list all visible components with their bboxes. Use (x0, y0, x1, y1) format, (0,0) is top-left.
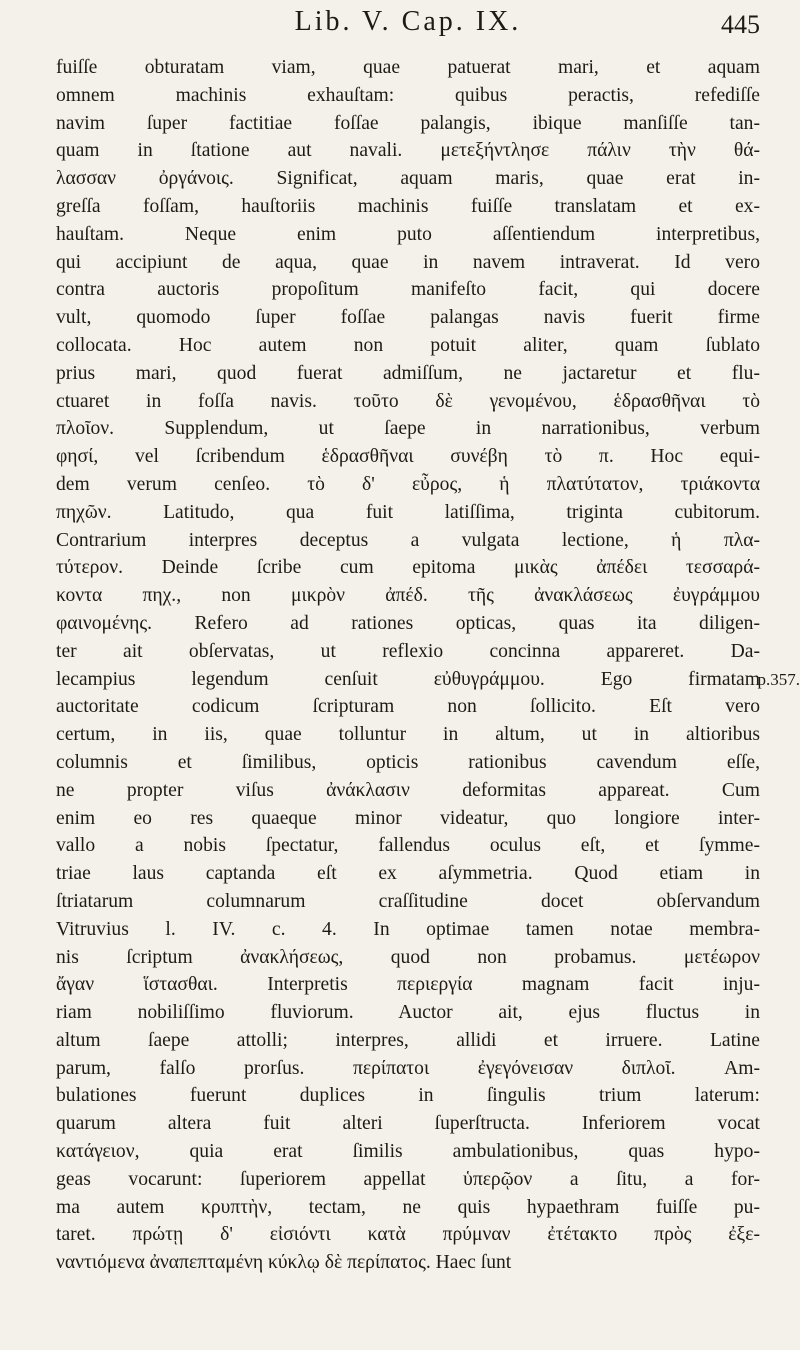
text-line-content: ναντιόμενα ἀναπεπταμένη κύκλῳ δὲ περίπατος. Haec ſunt (56, 1252, 512, 1274)
text-line (56, 388, 760, 416)
text-line (56, 332, 760, 360)
text-line (56, 916, 760, 944)
text-line (56, 860, 760, 888)
text-line (56, 415, 760, 443)
text-line (56, 638, 760, 666)
running-head (56, 0, 760, 52)
text-line-content: vallo a nobis ſpectatur, fallendus oculus eſt, et ſymme- (56, 835, 760, 857)
text-line (56, 610, 760, 638)
text-line (56, 1027, 760, 1055)
text-line-content: quam in ſtatione aut navali. μετεξήντλησε πάλιν τὴν θά- (56, 140, 760, 162)
text-line-content: dem verum cenſeo. τὸ δ' εὖρος, ἡ πλατύτατον, τριάκοντα (56, 473, 760, 495)
text-line-content: columnis et ſimilibus, opticis rationibus cavendum eſſe, (56, 751, 760, 773)
text-line-content: πηχῶν. Latitudo, qua fuit latiſſima, triginta cubitorum. (56, 501, 760, 523)
text-line-content: triae laus captanda eſt ex aſymmetria. Quod etiam in (56, 863, 760, 885)
text-line (56, 137, 760, 165)
text-line (56, 999, 760, 1027)
text-line (56, 888, 760, 916)
text-line-content: λασσαν ὀργάνοις. Significat, aquam maris, quae erat in- (56, 168, 760, 190)
text-line-content: ma autem κρυπτὴν, tectam, ne quis hypaethram fuiſſe pu- (56, 1196, 760, 1218)
text-line (56, 1166, 760, 1194)
text-line-content: geas vocarunt: ſuperiorem appellat ὑπερῷον a ſitu, a for- (56, 1168, 760, 1190)
text-line (56, 1194, 760, 1222)
text-line (56, 443, 760, 471)
text-line-content: κατάγειον, quia erat ſimilis ambulationibus, quas hypo- (56, 1141, 760, 1163)
text-line (56, 1249, 760, 1277)
text-line-content: lecampius legendum cenſuit εὐθυγράμμου. Ego firmatam (56, 668, 760, 690)
running-head-title: Lib. V. Cap. IX. (294, 6, 522, 37)
text-line-content: omnem machinis exhauſtam: quibus peractis, refediſſe (56, 84, 760, 106)
text-line-content: bulationes fuerunt duplices in ſingulis trium laterum: (56, 1085, 760, 1107)
text-line (56, 749, 760, 777)
text-line-content: ter ait obſervatas, ut reflexio concinna appareret. Da- (56, 640, 760, 662)
text-line (56, 777, 760, 805)
text-line-content: collocata. Hoc autem non potuit aliter, quam ſublato (56, 334, 760, 356)
text-line (56, 693, 760, 721)
text-line (56, 304, 760, 332)
text-line (56, 1110, 760, 1138)
text-line-content: navim ſuper factitiae foſſae palangis, ibique manſiſſe tan- (56, 112, 760, 134)
text-line-content: parum, falſo prorſus. περίπατοι ἐγεγόνεισαν διπλοῖ. Am- (56, 1057, 760, 1079)
text-line-content: φαινομένης. Refero ad rationes opticas, quas ita diligen- (56, 612, 760, 634)
text-line (56, 276, 760, 304)
text-line-content: ſtriatarum columnarum craſſitudine docet obſervandum (56, 890, 760, 912)
text-line-content: prius mari, quod fuerat admiſſum, ne jactaretur et flu- (56, 362, 760, 384)
text-line (56, 971, 760, 999)
text-line (56, 54, 760, 82)
text-line-content: greſſa foſſam, hauſtoriis machinis fuiſſe translatam et ex- (56, 195, 760, 217)
text-line (56, 554, 760, 582)
text-line (56, 582, 760, 610)
text-line (56, 666, 800, 694)
text-line (56, 110, 760, 138)
text-line-content: τύτερον. Deinde ſcribe cum epitoma μικὰς ἀπέδει τεσσαρά- (56, 557, 760, 579)
margin-page-reference: p.357. (757, 669, 800, 689)
text-line (56, 805, 760, 833)
page-number: 445 (721, 10, 760, 39)
text-line-content: πλοῖον. Supplendum, ut ſaepe in narrationibus, verbum (56, 418, 760, 440)
text-line (56, 360, 760, 388)
text-line-content: φησί, vel ſcribendum ἑδρασθῆναι συνέβη τὸ π. Hoc equi- (56, 446, 760, 468)
text-line (56, 1055, 760, 1083)
text-line-content: Contrarium interpres deceptus a vulgata lectione, ἡ πλα- (56, 529, 760, 551)
text-line-content: contra auctoris propoſitum manifeſto facit, qui docere (56, 279, 760, 301)
text-line (56, 499, 760, 527)
text-line-content: fuiſſe obturatam viam, quae patuerat mari, et aquam (56, 57, 760, 78)
text-line (56, 193, 760, 221)
text-line (56, 82, 760, 110)
text-line-content: hauſtam. Neque enim puto aſſentiendum interpretibus, (56, 223, 760, 245)
text-line-content: quarum altera fuit alteri ſuperſtructa. Inferiorem vocat (56, 1113, 760, 1135)
text-line-content: qui accipiunt de aqua, quae in navem intraverat. Id vero (56, 251, 760, 273)
text-line (56, 165, 760, 193)
text-line-content: riam nobiliſſimo fluviorum. Auctor ait, ejus fluctus in (56, 1002, 760, 1024)
text-line (56, 832, 760, 860)
text-line-content: taret. πρώτῃ δ' εἰσιόντι κατὰ πρύμναν ἐτέτακτο πρὸς ἐξε- (56, 1224, 760, 1246)
commentary-text (56, 54, 800, 1277)
text-line-content: nis ſcriptum ἀνακλήσεως, quod non probamus. μετέωρον (56, 946, 760, 968)
text-line (56, 471, 760, 499)
text-line (56, 1221, 760, 1249)
text-line-content: κοντα πηχ., non μικρὸν ἀπέδ. τῆς ἀνακλάσεως ἐυγράμμου (56, 585, 760, 607)
text-line (56, 944, 760, 972)
text-line-content: enim eo res quaeque minor videatur, quo longiore inter- (56, 807, 760, 829)
text-line (56, 527, 760, 555)
text-line-content: auctoritate codicum ſcripturam non ſollicito. Eſt vero (56, 696, 760, 718)
text-line-content: ctuaret in foſſa navis. τοῦτο δὲ γενομένου, ἑδρασθῆναι τὸ (56, 390, 760, 412)
text-line-content: ἄγαν ἵστασθαι. Interpretis περιεργία magnam facit inju- (56, 974, 760, 996)
text-line-content: vult, quomodo ſuper foſſae palangas navis fuerit firme (56, 307, 760, 329)
text-line (56, 221, 760, 249)
text-line (56, 721, 760, 749)
text-line (56, 1138, 760, 1166)
text-line-content: Vitruvius l. IV. c. 4. In optimae tamen notae membra- (56, 918, 760, 940)
text-line-content: ne propter viſus ἀνάκλασιν deformitas appareat. Cum (56, 779, 760, 801)
text-line-content: altum ſaepe attolli; interpres, allidi et irruere. Latine (56, 1029, 760, 1051)
text-line (56, 1082, 760, 1110)
text-line-content: certum, in iis, quae tolluntur in altum, ut in altioribus (56, 724, 760, 746)
text-line (56, 249, 760, 277)
